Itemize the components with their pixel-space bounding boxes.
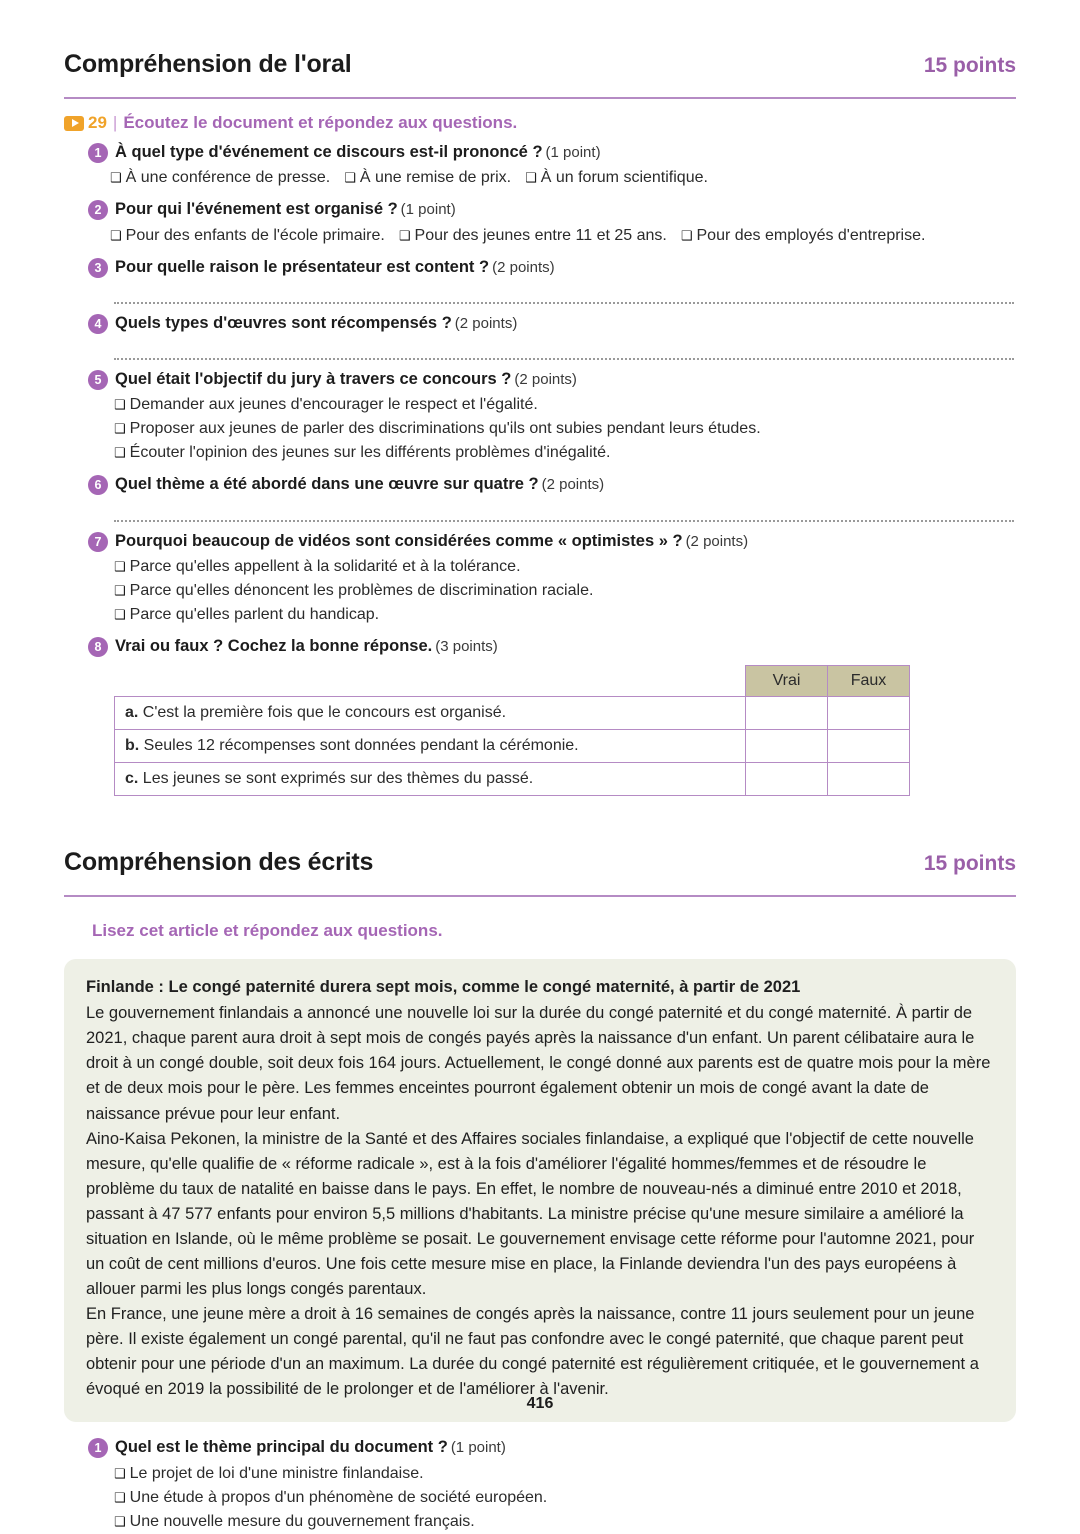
question-6-points: (2 points) [541,476,605,494]
faux-checkbox-cell[interactable] [828,697,910,730]
section-points-ecrits: 15 points [923,852,1016,876]
option-label: Parce qu'elles dénoncent les problèmes de discrimination raciale. [129,581,594,599]
question-5-text: Quel était l'objectif du jury à travers ce concours ? (2 points) [115,370,577,389]
vrai-faux-table [114,665,910,796]
question-4-head [88,312,1016,334]
checkbox-icon[interactable]: ❑ [114,1514,126,1530]
question-2-points: (1 point) [400,201,456,219]
question-4-text: Quels types d'œuvres sont récompensés ? (2 points) [115,313,518,332]
question-3 [88,256,1016,304]
faux-checkbox-cell[interactable] [828,730,910,763]
question-8-text: Vrai ou faux ? Cochez la bonne réponse. (3 points) [115,636,498,655]
option-checkbox-row[interactable] [681,224,926,248]
checkbox-icon[interactable]: ❑ [114,607,126,623]
question-3-head [88,256,1016,278]
question-1-text: À quel type d'événement ce discours est-il prononcé ? (1 point) [115,143,601,161]
checkbox-icon[interactable]: ❑ [114,559,126,575]
section-points-oral: 15 points [923,54,1016,77]
article-title: Finlande : Le congé paternité durera sept mois, comme le congé maternité, à partir de 2021 [86,978,801,997]
vrai-faux-table-wrap [114,665,1016,796]
statement-letter: b. [125,737,140,755]
question-5-options [114,393,1016,465]
question-1-points: (1 point) [545,144,601,161]
answer-line-q6[interactable] [114,506,1014,522]
option-checkbox-row[interactable] [114,393,1016,417]
option-checkbox-row[interactable] [114,1462,1016,1486]
question-6-head [88,473,1016,495]
section-header-ecrits [64,848,1016,897]
section-spacer [64,796,1016,848]
checkbox-icon[interactable]: ❑ [114,398,126,414]
question-number-badge: 7 [88,532,108,552]
question-5-points: (2 points) [514,371,577,389]
question-8 [88,635,1016,796]
statement-text: Seules 12 récompenses sont données pendant la cérémonie. [143,737,579,755]
option-label: Une nouvelle mesure du gouvernement français. [129,1512,475,1530]
question-4-points: (2 points) [454,314,518,332]
option-label: Écouter l'opinion des jeunes sur les différents problèmes d'inégalité. [129,444,611,462]
option-label: Pour des jeunes entre 11 et 25 ans. [414,226,667,244]
checkbox-icon[interactable]: ❑ [110,228,122,244]
checkbox-icon[interactable]: ❑ [525,171,537,187]
option-label: Proposer aux jeunes de parler des discriminations qu'ils ont subies pendant leurs études. [129,420,761,438]
question-2-options [110,224,1016,248]
question-3-text: Pour quelle raison le présentateur est content ? (2 points) [115,257,555,276]
section-header-oral [64,50,1016,99]
page-content [64,50,1016,1534]
question-7-points: (2 points) [685,532,749,550]
table-header-row [115,666,910,697]
question-7-text: Pourquoi beaucoup de vidéos sont considérées comme « optimistes » ? (2 points) [115,531,749,550]
checkbox-icon[interactable]: ❑ [344,171,356,187]
question-7 [88,530,1016,627]
statement-cell [115,763,746,796]
question-1-options [110,166,1016,190]
question-6-text: Quel thème a été abordé dans une œuvre sur quatre ? (2 points) [115,475,605,494]
checkbox-icon[interactable]: ❑ [398,228,411,244]
statement-letter: a. [125,704,139,722]
question-list-ecrits [64,1436,1016,1533]
option-checkbox-row[interactable] [399,224,667,248]
question-number-badge: 1 [88,1438,108,1458]
option-checkbox-row[interactable] [110,224,385,248]
checkbox-icon[interactable]: ❑ [114,1490,126,1506]
question-7-head [88,530,1016,552]
checkbox-icon[interactable]: ❑ [680,228,693,244]
statement-text: C'est la première fois que le concours est organisé. [142,704,507,722]
question-7-options [114,555,1016,627]
question-number-badge: 4 [88,314,108,334]
question-number-badge: 1 [88,143,108,163]
vrai-checkbox-cell[interactable] [746,697,828,730]
instruction-oral: Écoutez le document et répondez aux questions. [123,113,518,132]
question-3-points: (2 points) [492,258,555,276]
audio-separator: | [112,113,118,132]
option-label: Une étude à propos d'un phénomène de société européen. [129,1488,548,1506]
vrai-checkbox-cell[interactable] [746,763,828,796]
question-8-head [88,635,1016,657]
answer-line-q3[interactable] [114,288,1014,304]
table-row [115,730,910,763]
question-ecrits-1 [88,1436,1016,1533]
play-icon[interactable] [64,116,84,131]
page-number: 416 [526,1395,554,1412]
question-number-badge: 2 [88,200,108,220]
faux-checkbox-cell[interactable] [828,763,910,796]
question-6 [88,473,1016,521]
audio-instruction-row [64,113,1016,133]
checkbox-icon[interactable]: ❑ [114,583,126,599]
question-5 [88,368,1016,465]
article-paragraph: En France, une jeune mère a droit à 16 semaines de congés après la naissance, contre 11 jours seulement pour un jeune père. Il existe également un congé parental, qu'il ne faut pas confondre avec le congé paternité, que chaque parent peut obtenir pour une période d'un an maximum. La durée du congé paternité est régulièrement critiquée, et le gouvernement a évoqué en 2019 la possibilité de le prolonger et de l'améliorer à l'avenir. [86,1305,979,1399]
question-1-head [88,141,1016,163]
table-corner-spacer [115,666,746,697]
table-row [115,763,910,796]
question-number-badge: 8 [88,637,108,657]
question-number-badge: 3 [88,258,108,278]
option-label: À un forum scientifique. [540,169,708,187]
section-title-oral: Compréhension de l'oral [64,50,352,78]
option-checkbox-row[interactable] [525,166,708,190]
checkbox-icon[interactable]: ❑ [114,446,126,462]
question-1 [88,141,1016,190]
question-5-head [88,368,1016,390]
question-ecrits-1-options [114,1462,1016,1534]
instruction-ecrits: Lisez cet article et répondez aux questions. [92,921,443,941]
column-header-vrai: Vrai [746,666,828,697]
option-checkbox-row[interactable] [114,1510,1016,1534]
column-header-faux: Faux [828,666,910,697]
option-label: Pour des enfants de l'école primaire. [125,226,385,244]
statement-cell [115,730,746,763]
checkbox-icon[interactable]: ❑ [114,1466,126,1482]
question-number-badge: 5 [88,370,108,390]
article-paragraph: Le gouvernement finlandais a annoncé une nouvelle loi sur la durée du congé paternité et du congé maternité. À partir de 2021, chaque parent aura droit à sept mois de congés payés après la naissance d'un enfant. Un parent célibataire aura le droit à un congé double, soit deux fois 164 jours. Actuellement, le congé donné aux parents est de quatre mois pour la mère et de deux mois pour le père. Les femmes enceintes pourront également obtenir un mois de congé avant la date de naissance prévue pour leur enfant. [86,1004,991,1123]
option-checkbox-row[interactable] [114,579,1016,603]
option-checkbox-row[interactable] [344,166,511,190]
vrai-checkbox-cell[interactable] [746,730,828,763]
option-label: Demander aux jeunes d'encourager le respect et l'égalité. [129,396,538,414]
option-label: Pour des employés d'entreprise. [696,226,926,244]
option-label: À une remise de prix. [359,169,512,187]
question-ecrits-1-head [88,1436,1016,1458]
question-ecrits-1-text: Quel est le thème principal du document ? (1 point) [115,1438,506,1457]
article-box [64,959,1016,1422]
article-paragraph: Aino-Kaisa Pekonen, la ministre de la Santé et des Affaires sociales finlandaise, a expliqué que l'objectif de cette nouvelle mesure, qu'elle qualifie de « réforme radicale », est à la fois d'améliorer l'égalité hommes/femmes et de résoudre le problème du taux de natalité en baisse dans le pays. En effet, le nombre de nouveau-nés a diminué entre 2010 et 2018, passant à 47 577 enfants pour environ 5,5 millions d'habitants. La ministre précise qu'une mesure similaire a amélioré la situation en Islande, où le même problème se posait. Le gouvernement envisage cette réforme pour l'automne 2021, pour un coût de cent millions d'euros. Une fois cette mesure mise en place, la Finlande deviendra l'un des pays européens à allouer parmi les plus longs congés parentaux. [86,1129,975,1299]
answer-line-q4[interactable] [114,344,1014,360]
option-checkbox-row[interactable] [114,441,1016,465]
audio-track-number: 29 [88,113,107,132]
question-2 [88,198,1016,247]
option-label: À une conférence de presse. [125,169,331,187]
option-label: Parce qu'elles appellent à la solidarité et à la tolérance. [129,557,521,575]
statement-letter: c. [125,770,139,788]
option-checkbox-row[interactable] [114,555,1016,579]
checkbox-icon[interactable]: ❑ [114,422,126,438]
question-8-points: (3 points) [435,637,498,655]
question-4 [88,312,1016,360]
question-ecrits-1-points: (1 point) [450,1439,506,1457]
question-2-head [88,198,1016,220]
option-checkbox-row[interactable] [114,417,1016,441]
option-checkbox-row[interactable] [114,603,1016,627]
table-row [115,697,910,730]
option-checkbox-row[interactable] [110,166,330,190]
question-number-badge: 6 [88,475,108,495]
checkbox-icon[interactable]: ❑ [110,171,122,187]
statement-text: Les jeunes se sont exprimés sur des thèmes du passé. [142,770,534,788]
option-checkbox-row[interactable] [114,1486,1016,1510]
option-label: Le projet de loi d'une ministre finlandaise. [129,1464,424,1482]
option-label: Parce qu'elles parlent du handicap. [129,605,380,623]
statement-cell [115,697,746,730]
question-2-text: Pour qui l'événement est organisé ? (1 point) [115,200,456,219]
question-list-oral [64,141,1016,796]
section-title-ecrits: Compréhension des écrits [64,848,374,877]
